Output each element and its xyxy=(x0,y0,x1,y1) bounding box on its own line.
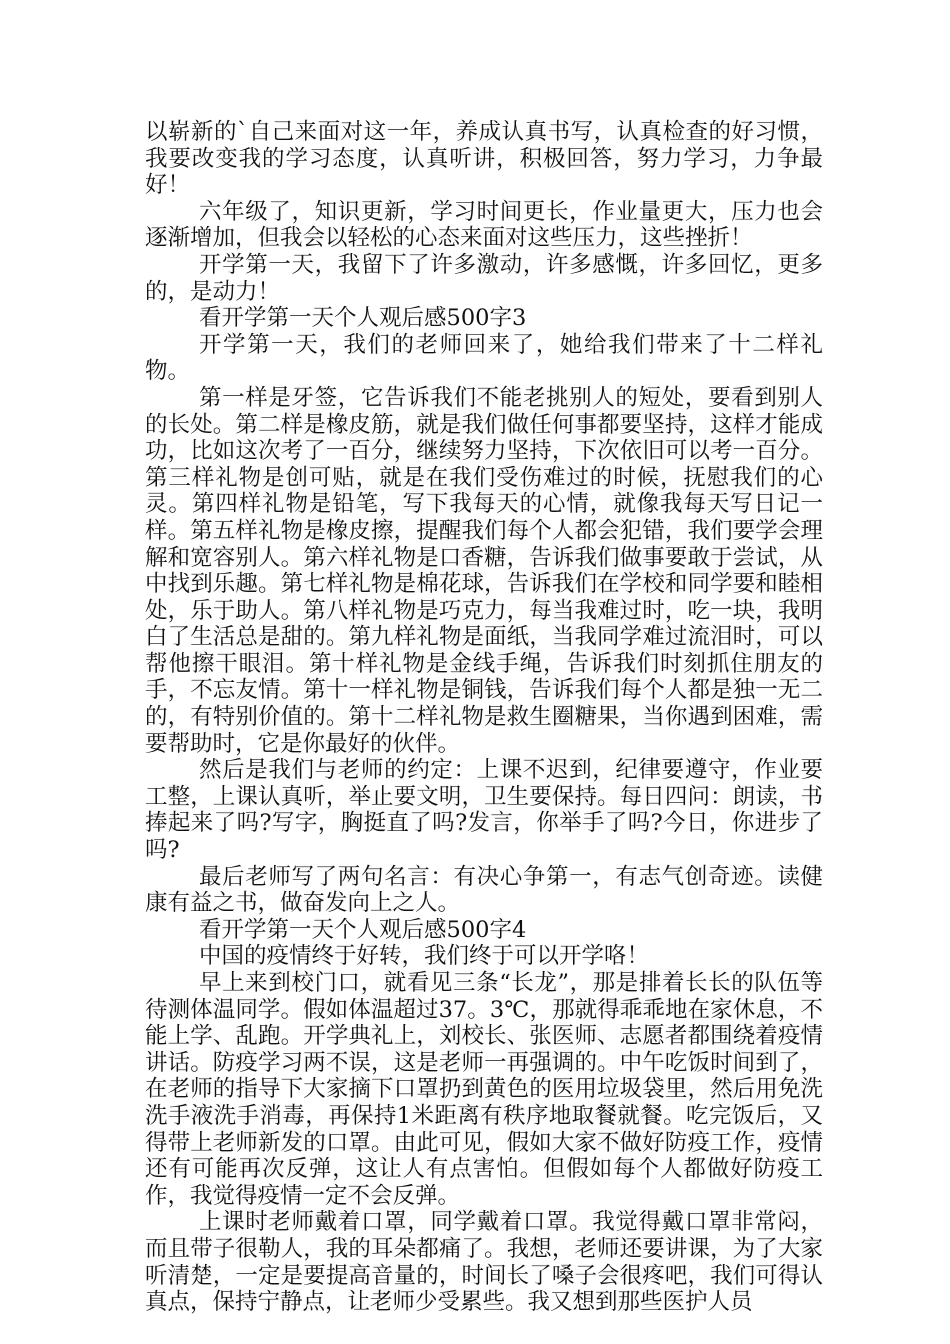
section-heading: 看开学第一天个人观后感500字4 xyxy=(199,916,527,943)
paragraph: 开学第一天，我们的老师回来了，她给我们带来了十二样礼物。 xyxy=(145,331,823,385)
paragraph: 然后是我们与老师的约定：上课不迟到，纪律要遵守，作业要工整，上课认真听，举止要文明，卫生要保持。每日四问：朗读，书捧起来了吗?写字，胸挺直了吗?发言，你举手了吗?今日，你进步了吗? xyxy=(145,757,823,864)
paragraph-continuation: 以崭新的`自己来面对这一年，养成认真书写，认真检查的好习惯，我要改变我的学习态度，认真听讲，积极回答，努力学习，力争最好！ xyxy=(145,119,823,199)
section-heading: 看开学第一天个人观后感500字3 xyxy=(199,305,527,332)
paragraph: 最后老师写了两句名言：有决心争第一，有志气创奇迹。读健康有益之书，做奋发向上之人。 xyxy=(145,863,823,917)
paragraph: 开学第一天，我留下了许多激动，许多感慨，许多回忆，更多的，是动力！ xyxy=(145,251,823,305)
paragraph: 六年级了，知识更新，学习时间更长，作业量更大，压力也会逐渐增加，但我会以轻松的心态来面对这些压力，这些挫折！ xyxy=(145,198,823,252)
paragraph: 上课时老师戴着口罩，同学戴着口罩。我觉得戴口罩非常闷，而且带子很勒人，我的耳朵都痛了。我想，老师还要讲课，为了大家听清楚，一定是要提高音量的，时间长了嗓子会很疼吧，我们可得认真点，保持宁静点，让老师少受累些。我又想到那些医护人员 xyxy=(145,1209,823,1316)
paragraph: 早上来到校门口，就看见三条“长龙”，那是排着长长的队伍等待测体温同学。假如体温超过37。3℃，那就得乖乖地在家休息，不能上学、乱跑。开学典礼上，刘校长、张医师、志愿者都围绕着疫情讲话。防疫学习两不误，这是老师一再强调的。中午吃饭时间到了，在老师的指导下大家摘下口罩扔到黄色的医用垃圾袋里，然后用免洗洗手液洗手消毒，再保持1米距离有秩序地取餐就餐。吃完饭后，又得带上老师新发的口罩。由此可见，假如大家不做好防疫工作，疫情还有可能再次反弹，这让人有点害怕。但假如每个人都做好防疫工作，我觉得疫情一定不会反弹。 xyxy=(145,970,823,1209)
paragraph: 第一样是牙签，它告诉我们不能老挑别人的短处，要看到别人的长处。第二样是橡皮筋，就是我们做任何事都要坚持，这样才能成功，比如这次考了一百分，继续努力坚持，下次依旧可以考一百分。第三样礼物是创可贴，就是在我们受伤难过的时候，抚慰我们的心灵。第四样礼物是铅笔，写下我每天的心情，就像我每天写日记一样。第五样礼物是橡皮擦，提醒我们每个人都会犯错，我们要学会理解和宽容别人。第六样礼物是口香糖，告诉我们做事要敢于尝试，从中找到乐趣。第七样礼物是棉花球，告诉我们在学校和同学要和睦相处，乐于助人。第八样礼物是巧克力，每当我难过时，吃一块，我明白了生活总是甜的。第九样礼物是面纸，当我同学难过流泪时，可以帮他擦干眼泪。第十样礼物是金线手绳，告诉我们时刻抓住朋友的手，不忘友情。第十一样礼物是铜钱，告诉我们每个人都是独一无二的，有特别价值的。第十二样礼物是救生圈糖果，当你遇到困难，需要帮助时，它是你最好的伙伴。 xyxy=(145,384,823,757)
document-page xyxy=(145,119,823,1316)
paragraph: 中国的疫情终于好转，我们终于可以开学咯！ xyxy=(199,943,650,970)
